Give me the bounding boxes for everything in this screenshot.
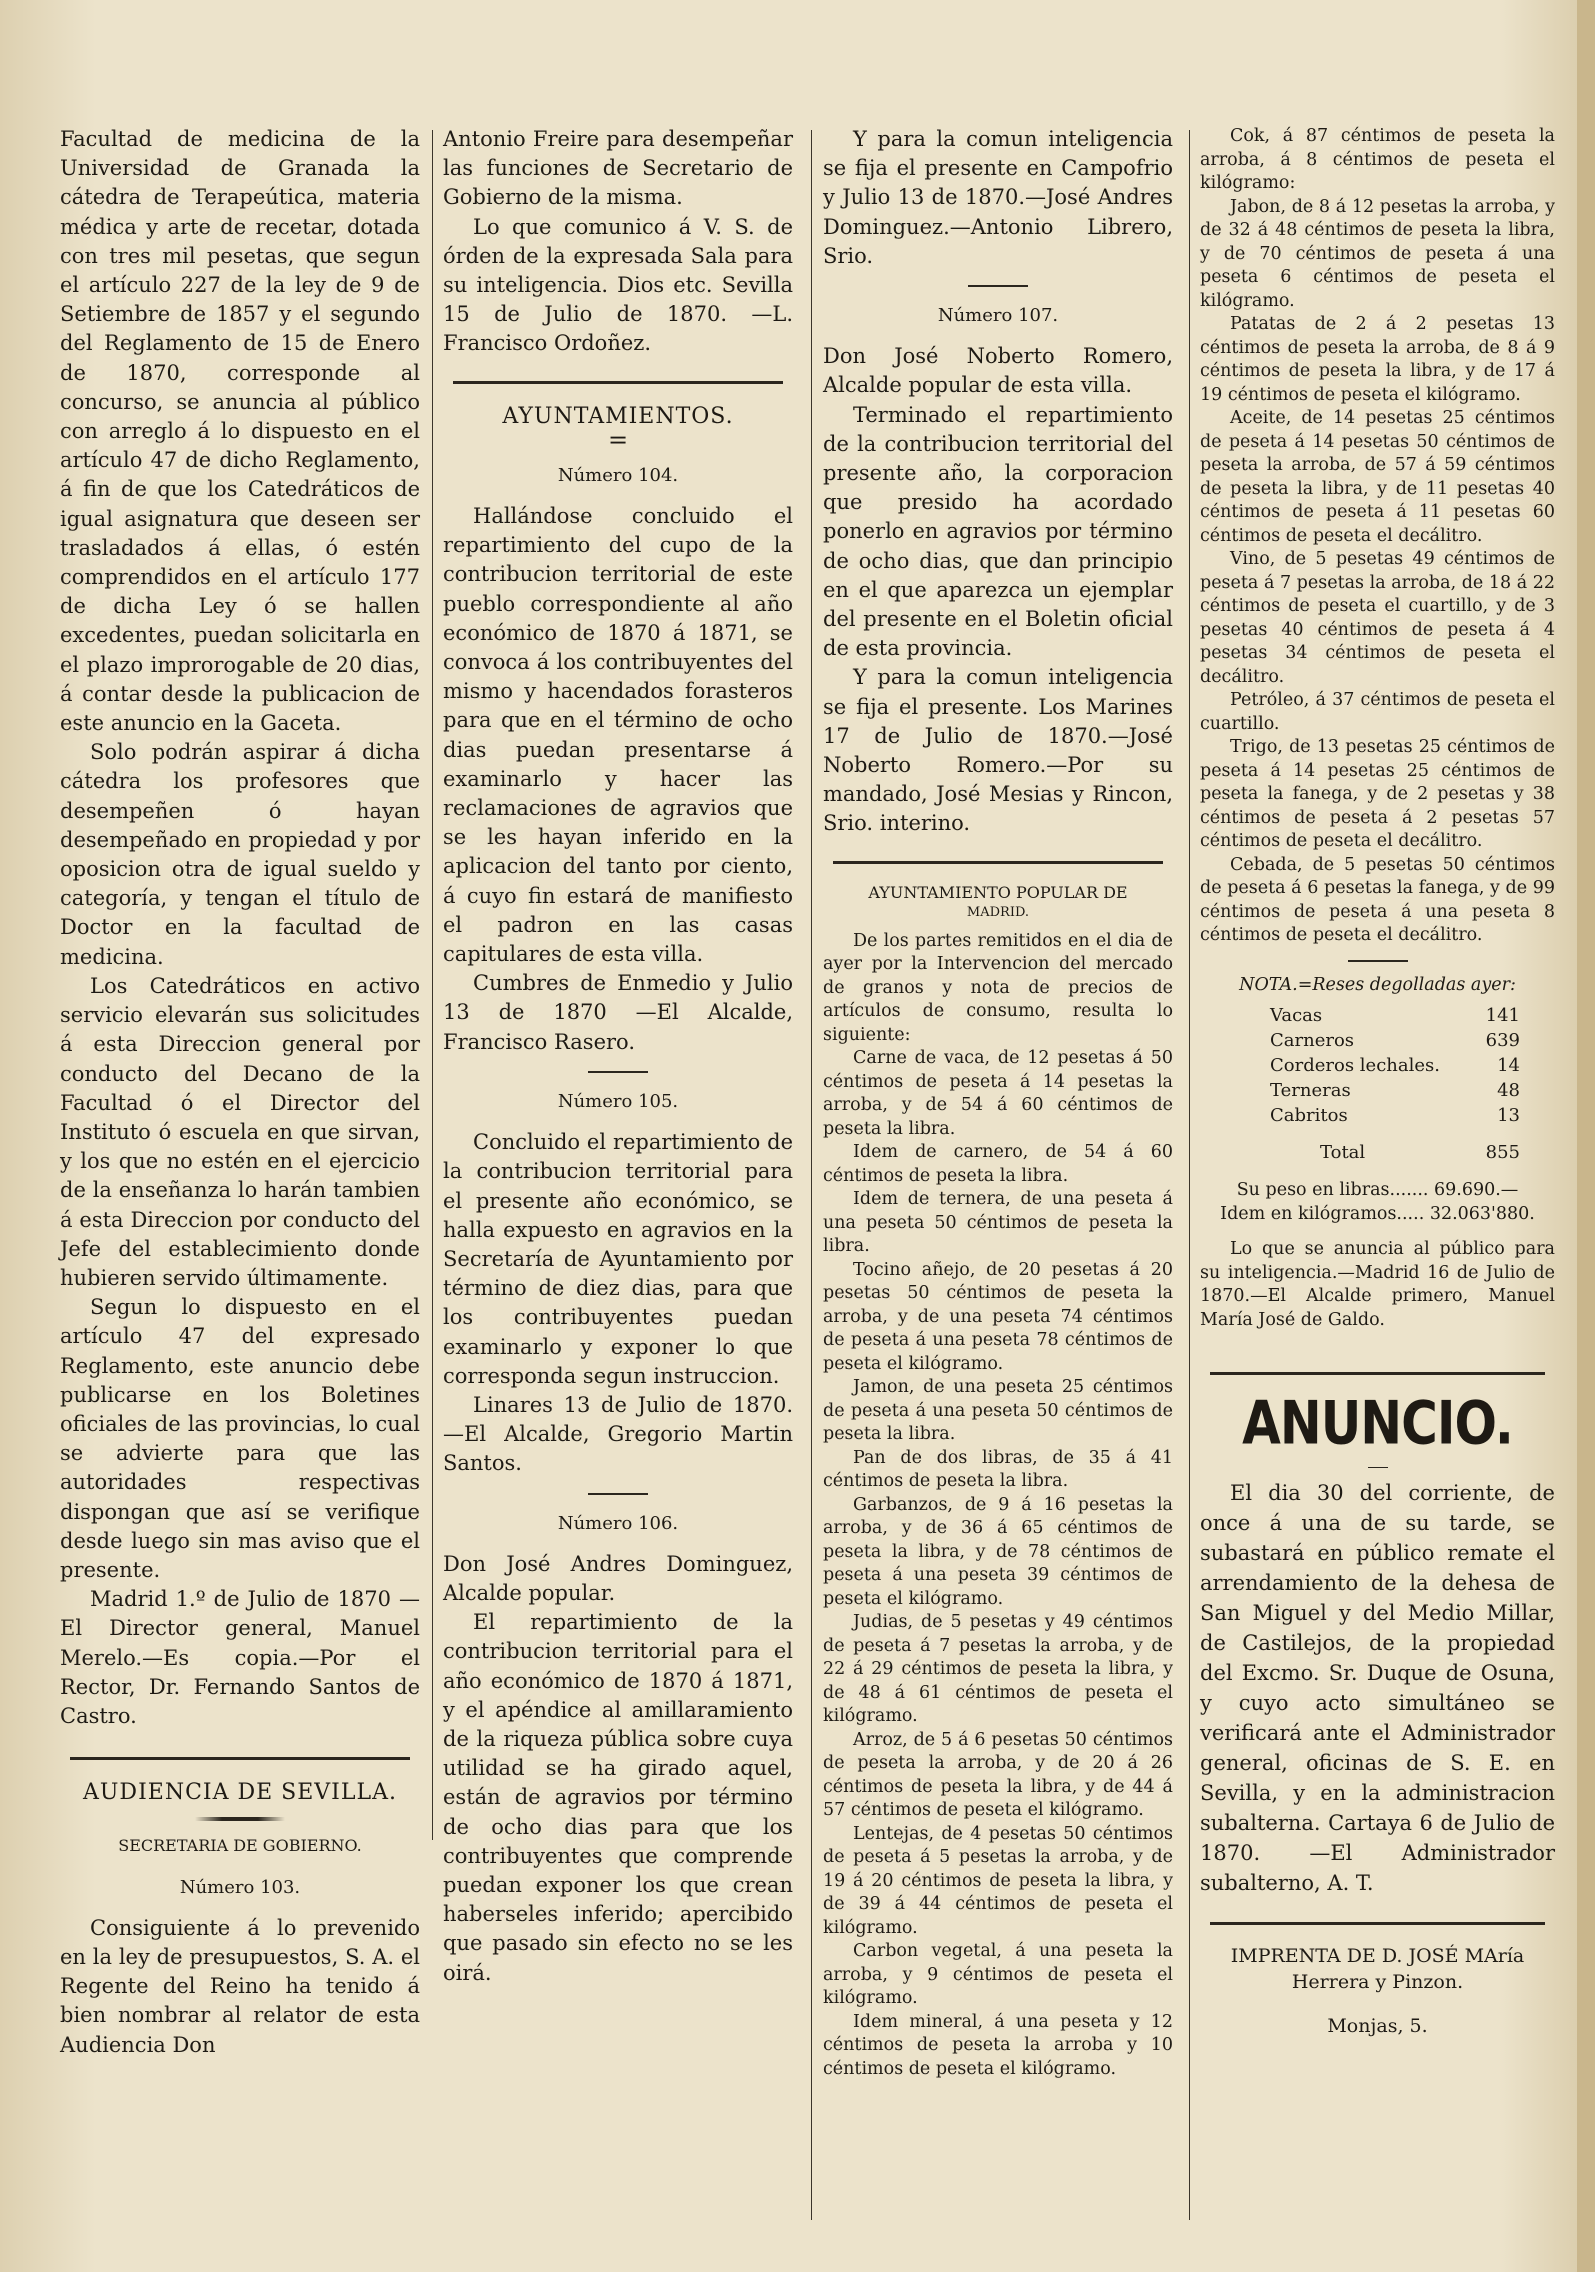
list-item: Carbon vegetal, á una peseta la arroba, y 9 céntimos de peseta el kilógramo.	[823, 1941, 1173, 2009]
list-item: Garbanzos, de 9 á 16 pesetas la arroba, y de 36 á 65 céntimos de peseta la libra, y de 78 céntimos de peseta á una peseta 39 céntimos de peseta el kilógramo.	[823, 1494, 1173, 1609]
list-item: Petróleo, á 37 céntimos de peseta el cuartillo.	[1200, 690, 1555, 734]
anuncio-heading: ANUNCIO.	[1242, 1388, 1513, 1458]
section-rule	[1210, 1372, 1545, 1375]
paragraph: El repartimiento de la contribucion territorial para el año económico de 1870 á 1871, y el apéndice al amillaramiento de la riqueza pública sobre cuya utilidad se ha girado aquel, están de agravios por término de ocho dias para que los contribuyentes que comprende puedan exponer los que crean haberseles inferido; apercibido que pasado sin efecto no se les oirá.	[443, 1610, 793, 1985]
section-rule	[453, 381, 783, 384]
list-item: Trigo, de 13 pesetas 25 céntimos de peseta á 14 pesetas 25 céntimos de peseta la fanega, y de 2 pesetas y 38 céntimos de peseta á 2 pesetas 57 céntimos de peseta el decálitro.	[1200, 737, 1555, 851]
divider	[588, 1493, 648, 1495]
list-item: Idem de ternera, de una peseta á una peseta 50 céntimos de peseta la libra.	[823, 1189, 1173, 1257]
row-label: Carneros	[1270, 1030, 1355, 1051]
list-item: Pan de dos libras, de 35 á 41 céntimos de peseta la libra.	[823, 1447, 1173, 1492]
table-row	[1270, 1103, 1520, 1128]
slaughter-table	[1270, 1003, 1555, 1165]
signature: Linares 13 de Julio de 1870. —El Alcalde, Gregorio Martin Santos.	[443, 1392, 793, 1476]
column-1	[60, 125, 420, 2060]
section-subheading: MADRID.	[966, 904, 1030, 920]
paragraph: Consiguiente á lo prevenido en la ley de presupuestos, S. A. el Regente del Reino ha tenido á bien nombrar al relator de esta Audiencia Don	[60, 1915, 420, 2057]
double-dash-ornament: =	[607, 425, 629, 454]
price-list	[823, 930, 1173, 2082]
total-label: Total	[1320, 1142, 1366, 1163]
weight-libras: Su peso en libras....... 69.690.—	[1236, 1180, 1519, 1200]
table-row	[1270, 1003, 1520, 1028]
column-3	[823, 125, 1173, 2081]
weight-kilos: Idem en kilógramos..... 32.063'880.	[1220, 1203, 1535, 1224]
section-heading: AUDIENCIA DE SEVILLA.	[83, 1780, 397, 1806]
column-divider	[1189, 130, 1190, 2220]
paragraph: Y para la comun inteligencia se fija el presente en Campofrio y Julio 13 de 1870.—José Andres Dominguez.—Antonio Librero, Srio.	[823, 127, 1173, 268]
list-item: Jabon, de 8 á 12 pesetas la arroba, y de 32 á 48 céntimos de peseta la libra, y de 70 céntimos de peseta á una peseta 6 céntimos de peseta el kilógramo.	[1200, 196, 1555, 311]
imprint-address: Monjas, 5.	[1327, 2015, 1428, 2037]
paragraph: Don José Andres Dominguez, Alcalde popular.	[443, 1551, 793, 1605]
column-divider	[811, 130, 812, 2220]
notice-number: Número 107.	[937, 305, 1059, 327]
list-item: Idem de carnero, de 54 á 60 céntimos de peseta la libra.	[823, 1142, 1173, 1186]
paragraph: De los partes remitidos en el dia de ayer por la Intervencion del mercado de granos y nota de precios de artículos de consumo, resulta lo siguiente:	[823, 930, 1173, 1045]
paragraph: Hallándose concluido el repartimiento del cupo de la contribucion territorial de este pueblo correspondiente al año económico de 1870 á 1871, se convoca á los contribuyentes del mismo y hacendados forasteros para que en el término de ocho dias puedan presentarse á examinarlo y hacer las reclamaciones de agravios que se les hayan inferido en la aplicacion del tanto por ciento, á cuyo fin estará de manifiesto el padron en las casas capitulares de esta villa.	[443, 504, 793, 967]
list-item: Idem mineral, á una peseta y 12 céntimos de peseta la arroba y 10 céntimos de peseta el kilógramo.	[823, 2011, 1173, 2079]
list-item: Judias, de 5 pesetas y 49 céntimos de peseta á 7 pesetas la arroba, y de 22 á 29 céntimos de peseta la libra, y de 48 á 61 céntimos de peseta el kilógramo.	[823, 1612, 1173, 1727]
row-value: 639	[1485, 1030, 1520, 1051]
table-row	[1270, 1053, 1520, 1078]
row-value: 48	[1497, 1080, 1520, 1101]
notice-number: Número 103.	[179, 1876, 301, 1898]
paragraph: Concluido el repartimiento de la contribucion territorial para el presente año económico, se halla expuesto en agravios en la Secretaría de Ayuntamiento por término de diez dias, para que los contribuyentes puedan examinarlo y exponer lo que corresponda segun instruccion.	[443, 1130, 793, 1388]
column-divider	[432, 130, 433, 1840]
list-item: Patatas de 2 á 2 pesetas 13 céntimos de peseta la arroba, de 8 á 9 céntimos de peseta la libra, y de 17 á 19 céntimos de peseta el kilógramo.	[1200, 314, 1555, 405]
total-row	[1270, 1140, 1520, 1165]
total-value: 855	[1485, 1142, 1520, 1163]
imprint: IMPRENTA DE D. JOSÉ MAría Herrera y Pinzon.	[1230, 1945, 1525, 1993]
subheading: SECRETARIA DE GOBIERNO.	[118, 1836, 362, 1856]
paragraph: Lo que comunico á V. S. de órden de la expresada Sala para su inteligencia. Dios etc. Sevilla 15 de Julio de 1870. —L. Francisco Ordoñez.	[443, 214, 793, 356]
page-edge	[1577, 0, 1595, 2272]
row-label: Terneras	[1270, 1080, 1351, 1101]
row-value: 13	[1497, 1105, 1520, 1126]
list-item: Tocino añejo, de 20 pesetas á 20 pesetas 50 céntimos de peseta la arroba, y de una peseta 74 céntimos de peseta á una peseta 78 céntimos de peseta el kilógramo.	[823, 1259, 1173, 1374]
table-row	[1270, 1078, 1520, 1103]
list-item: Lentejas, de 4 pesetas 50 céntimos de peseta á 5 pesetas la arroba, y de 19 á 20 céntimos de peseta la libra, y de 39 á 44 céntimos de peseta el kilógramo.	[823, 1823, 1173, 1938]
paragraph: Los Catedráticos en activo servicio elevarán sus solicitudes á esta Direccion general por conducto del Decano de la Facultad ó el Director del Instituto ó escuela en que sirvan, y los que no estén en el ejercicio de la enseñanza lo harán tambien á esta Direccion por conducto del Jefe del establecimiento donde hubieren servido últimamente.	[60, 973, 420, 1290]
list-item: Jamon, de una peseta 25 céntimos de peseta á una peseta 50 céntimos de peseta la libra.	[823, 1377, 1173, 1445]
paragraph: Solo podrán aspirar á dicha cátedra los profesores que desempeñen ó hayan desempeñado en propiedad y por oposicion otra de igual sueldo y categoría, y tengan el título de Doctor en la facultad de medicina.	[60, 740, 420, 969]
paragraph: Don José Noberto Romero, Alcalde popular de esta villa.	[823, 344, 1173, 398]
column-2	[443, 125, 793, 1988]
divider	[588, 1071, 648, 1073]
paragraph: Facultad de medicina de la Universidad de Granada la cátedra de Terapeútica, materia médica y arte de recetar, dotada con tres mil pesetas, que segun el artículo 227 de la ley de 9 de Setiembre de 1857 y el segundo del Reglamento de 15 de Enero de 1870, corresponde al concurso, se anuncia al público con arreglo á lo dispuesto en el artículo 47 de dicho Reglamento, á fin de que los Catedráticos de igual asignatura que deseen ser trasladados á ellas, ó estén comprendidos en el artículo 177 de dicha Ley ó se hallen excedentes, puedan solicitarla en el plazo improrogable de 20 dias, á contar desde la publicacion de este anuncio en la Gaceta.	[60, 127, 420, 736]
notice-number: Número 105.	[557, 1090, 679, 1112]
row-label: Cabritos	[1270, 1105, 1348, 1126]
row-label: Vacas	[1270, 1005, 1323, 1026]
paragraph: Segun lo dispuesto en el artículo 47 del expresado Reglamento, este anuncio debe publicarse en los Boletines oficiales de las provincias, lo cual se advierte para que las autoridades respectivas dispongan que así se verifique desde luego sin mas aviso que el presente.	[60, 1295, 420, 1582]
signature: Madrid 1.º de Julio de 1870 —El Director general, Manuel Merelo.—Es copia.—Por el Rector, Dr. Fernando Santos de Castro.	[60, 1587, 420, 1728]
list-item: Aceite, de 14 pesetas 25 céntimos de peseta á 14 pesetas 50 céntimos de peseta la arroba, de 57 á 59 céntimos de peseta la libra, y de 11 pesetas 40 céntimos de peseta á 11 pesetas 60 céntimos de peseta el decálitro.	[1200, 408, 1555, 546]
section-rule	[833, 861, 1163, 864]
list-item: Cok, á 87 céntimos de peseta la arroba, á 8 céntimos de peseta el kilógramo:	[1200, 126, 1555, 193]
list-item: Arroz, de 5 á 6 pesetas 50 céntimos de peseta la arroba, y de 20 á 26 céntimos de peseta la libra, y de 44 á 57 céntimos de peseta el kilógramo.	[823, 1729, 1173, 1821]
signature: Lo que se anuncia al público para su inteligencia.—Madrid 16 de Julio de 1870.—El Alcalde primero, Manuel María José de Galdo.	[1200, 1239, 1555, 1330]
list-item: Vino, de 5 pesetas 49 céntimos de peseta á 7 pesetas la arroba, de 18 á 22 céntimos de peseta el cuartillo, y de 3 pesetas 40 céntimos de peseta á 4 pesetas 34 céntimos de peseta el decálitro.	[1200, 549, 1555, 687]
paragraph: Terminado el repartimiento de la contribucion territorial del presente año, la corporacion que presido ha acordado ponerlo en agravios por término de ocho dias, que dan principio en el que aparezca un ejemplar del presente en el Boletin oficial de esta provincia.	[823, 402, 1173, 661]
section-heading: AYUNTAMIENTO POPULAR DE	[868, 882, 1128, 902]
nota-heading: NOTA.=Reses degolladas ayer:	[1239, 974, 1516, 995]
signature: Cumbres de Enmedio y Julio 13 de 1870 —El Alcalde, Francisco Rasero.	[443, 971, 793, 1054]
ornament-divider	[195, 1817, 285, 1821]
column-4	[1200, 125, 1555, 2039]
section-rule	[70, 1757, 410, 1760]
row-value: 14	[1497, 1055, 1520, 1076]
anuncio-text: El dia 30 del corriente, de once á una de su tarde, se subastará en público remate el arrendamiento de la dehesa de San Miguel y del Medio Millar, de Castilejos, de la propiedad del Excmo. Sr. Duque de Osuna, y cuyo acto simultáneo se verificará ante el Administrador general, oficinas de S. E. en Sevilla, y en la administracion subalterna. Cartaya 6 de Julio de 1870. —El Administrador subalterno, A. T.	[1200, 1481, 1555, 1895]
row-label: Corderos lechales.	[1270, 1055, 1440, 1076]
notice-number: Número 106.	[557, 1512, 679, 1534]
row-value: 141	[1485, 1005, 1520, 1026]
section-heading: AYUNTAMIENTOS.	[502, 403, 734, 429]
divider	[1368, 1467, 1388, 1468]
table-row	[1270, 1028, 1520, 1053]
list-item: Carne de vaca, de 12 pesetas á 50 céntimos de peseta á 14 pesetas la arroba, y de 54 á 60 céntimos de peseta la libra.	[823, 1048, 1173, 1139]
section-rule	[1210, 1922, 1545, 1925]
list-item: Cebada, de 5 pesetas 50 céntimos de peseta á 6 pesetas la fanega, y de 99 céntimos de peseta á una peseta 8 céntimos de peseta el decálitro.	[1200, 854, 1555, 945]
divider	[1348, 960, 1408, 962]
divider	[968, 285, 1028, 287]
notice-number: Número 104.	[557, 464, 679, 486]
paragraph: Y para la comun inteligencia se fija el presente. Los Marines 17 de Julio de 1870.—José Noberto Romero.—Por su mandado, José Mesias y Rincon, Srio. interino.	[823, 665, 1173, 836]
paragraph: Antonio Freire para desempeñar las funciones de Secretario de Gobierno de la misma.	[443, 127, 793, 210]
